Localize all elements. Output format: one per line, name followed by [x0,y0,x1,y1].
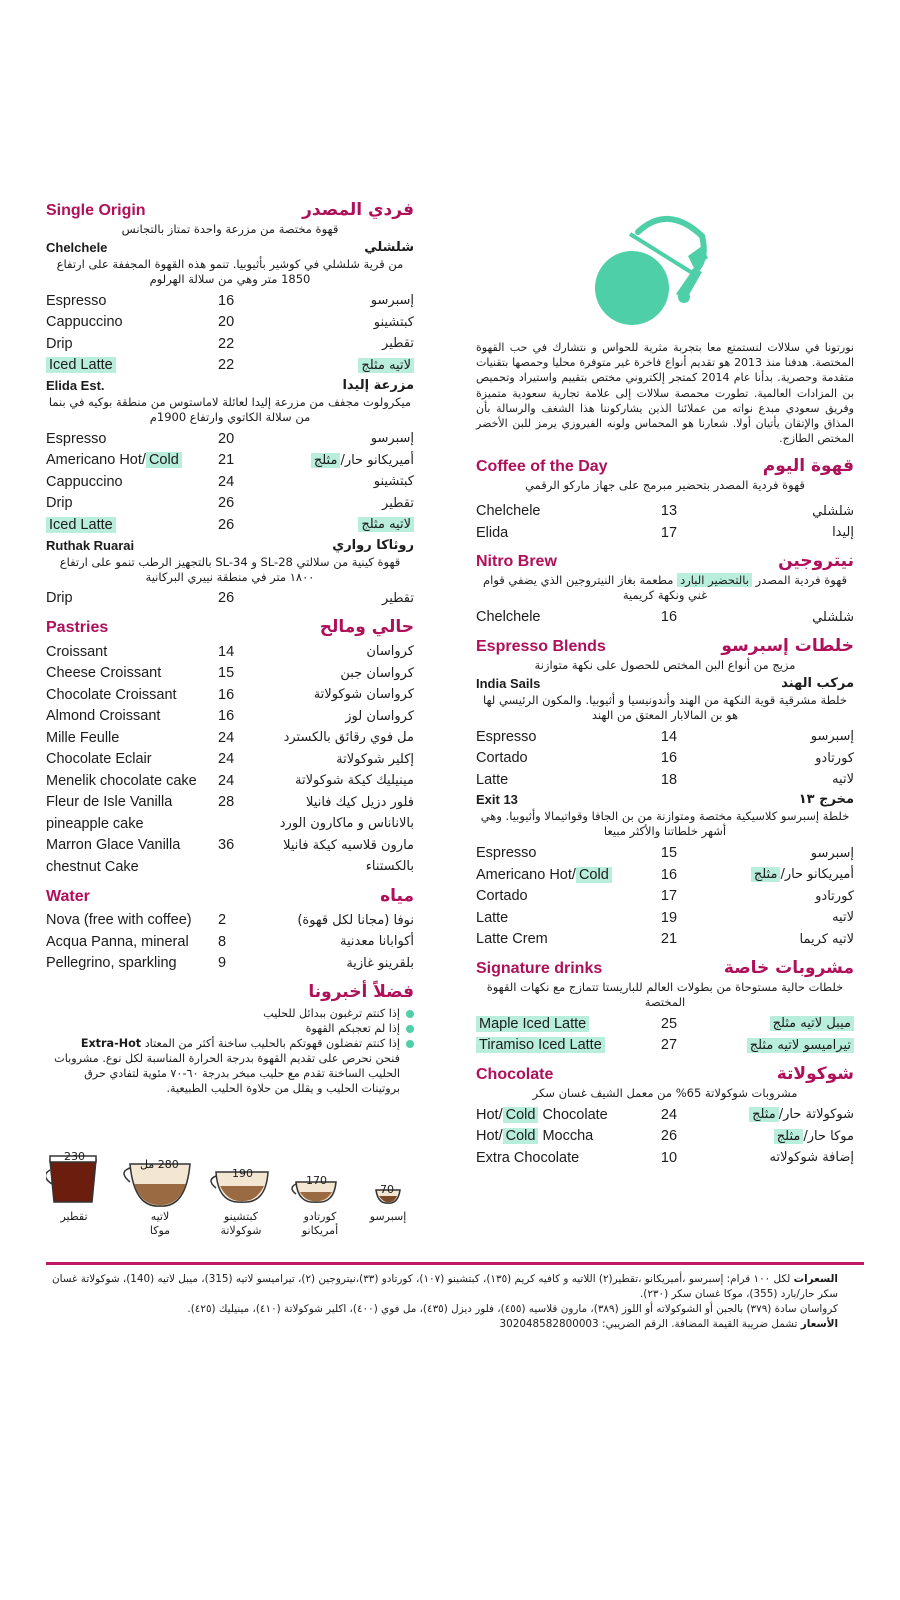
item-name-ar: لاتيه [832,772,854,788]
item-price: 16 [218,686,235,703]
coffee-name-en: India Sails [476,675,541,691]
item-name-ar: إسبرسو [810,729,854,745]
section-title-en: Pastries [46,619,109,636]
item-name-en: Chocolate Croissant [46,686,177,703]
menu-item [46,684,414,706]
section-title-ar: فضلاً أخبرونا [308,982,414,1002]
tip-item [46,1036,414,1051]
cup-caption [210,1210,272,1238]
section-title-ar: مشروبات خاصة [723,957,854,978]
item-price: 18 [660,771,678,788]
desc-part: مطعمة بغاز النيتروجين الذي يضفي قوام غني ونكهة كريمية [483,573,708,603]
calories-line [46,1272,838,1302]
item-name-en: Cortado [476,888,528,905]
single-origin-header [46,200,414,220]
menu-item [46,312,414,334]
item-name-en: Americano Hot/ [46,452,146,469]
item-price: 22 [218,357,235,374]
item-name-ar: كرواسان لوز [345,708,414,724]
nitro-header [476,551,854,571]
item-name-ar: لاتيه مثلج [358,517,414,532]
item-price: 26 [218,516,235,533]
prices-label: الأسعار [800,1318,838,1330]
item-price: 15 [660,845,678,862]
item-name-en-highlight: Cold [503,1107,539,1123]
item-price: 26 [660,1128,678,1145]
item-price: 9 [218,955,227,972]
item-name-ar: لاتيه كريما [799,931,854,947]
menu-item [476,606,854,628]
item-price: 21 [660,931,678,948]
tip-text: إذا كنتم تفضلون قهوتكم بالحليب ساخنة أكثر من المعتاد [144,1037,400,1050]
item-name-ar: شوكولاتة حار/ [778,1107,854,1123]
item-price: 24 [218,751,235,768]
section-description: مشروبات شوكولاتة 65% من معمل الشيف غسان سكر [532,1085,798,1100]
about-paragraph: نورتونا في سلالات لنستمتع معا بتجربة مثرية للحواس و نتشارك في حب القهوة المختصة. هدفنا منذ 2013 هو تقديم أنواع فاخرة غير متوفرة محليا وحمصها بتقنيات متقدمة وحصرية. بدأنا عام 2014 كمتجر إلكتروني مختص بتقييم واستيراد وتحميص بن المزادات العالمية. تطورت محمصة سلالات إلى علامة تجارية سعودية متميزة وفريق سعودي مبدع نواته من عملائنا الذين يشاركوننا هذا الشغف والرسالة بأن المذاق والإتقان يأتيان أولا. شعارنا هو المحماس ولونه الفيروزي يرمز للبن الأخضر المختص الطازج. [476,341,854,446]
menu-item [46,450,414,472]
item-price: 16 [660,750,678,767]
menu-item [46,856,414,878]
item-name-ar: تقطير [382,495,414,511]
menu-item [476,907,854,929]
coffee-of-day-header [476,456,854,476]
item-price: 27 [660,1037,678,1054]
cup-caption-line: أمريكانو [301,1224,339,1237]
section-title-en: Espresso Blends [476,637,606,655]
item-price: 2 [218,912,227,929]
section-description: خلطات حالية مستوحاة من بطولات العالم للباريستا تتمازج مع نكهات القهوة المختصة [486,979,844,1009]
item-name-en: chestnut Cake [46,858,139,875]
item-price: 8 [218,933,227,950]
pastry-calories-line: كرواسان سادة (٣٧٩) بالجبن أو الشوكولاته أو اللوز (٣٨٩)، مارون قلاسيه (٤٥٥)، فلور ديزل (٤٣٥)، مل فوي (٤٠٠)، اكلير شوكولاتة (٤١٠)، مينيليك (٤٢٥). [187,1303,838,1315]
section-description: مزيج من أنواع البن المختص للحصول على نكهة متوازنة [534,657,796,672]
coffee-name-en: Ruthak Ruarai [46,537,135,553]
item-name-ar: تقطير [382,336,414,352]
item-name-en: Chelchele [476,609,541,626]
item-name-ar: شلشلي [812,609,854,625]
item-price: 20 [218,430,235,447]
item-name-en: Hot/ [476,1106,503,1123]
coffee-name-ar: مركب الهند [781,675,854,691]
item-name-en: Espresso [46,292,107,309]
cup-caption-line: شوكولاتة [220,1224,262,1237]
left-column [46,200,414,1096]
menu-item [476,522,854,544]
menu-item [46,493,414,515]
item-price: 25 [660,1015,678,1032]
section-title-ar: حالي ومالح [319,617,414,637]
chelchele-header [46,240,414,255]
item-price: 15 [218,665,235,682]
item-name-en: Iced Latte [46,357,116,373]
menu-item [46,355,414,377]
item-name-ar: تيراميسو لاتيه مثلج [747,1038,854,1053]
menu-item [476,864,854,886]
cup-caption-line: إسبرسو [369,1210,407,1223]
india-sails-header [476,676,854,691]
item-name-en: Chocolate Eclair [46,751,152,768]
coffee-name-en: Chelchele [46,240,108,255]
item-name-en-tail: Moccha [538,1128,594,1145]
menu-item [46,663,414,685]
item-name-ar: إليدا [832,525,854,541]
menu-item [46,588,414,610]
section-title-ar: خلطات إسبرسو [721,635,854,656]
item-price: 26 [218,495,235,512]
menu-item [476,500,854,522]
menu-item [46,953,414,975]
item-price: 17 [660,888,678,905]
item-name-en: Iced Latte [46,517,116,533]
item-name-en-tail: Chocolate [538,1106,608,1123]
coffee-description: قهوة كينية من سلالتي SL-28 و SL-34 بالتجهيز الرطب تنمو على ارتفاع ١٨٠٠ متر في منطقة نييري البركانية [59,554,401,584]
item-name-en-highlight: Cold [576,867,612,883]
item-price: 19 [660,909,678,926]
menu-item [46,835,414,857]
cup-volume: 280 [157,1158,179,1171]
cup-caption [288,1210,352,1238]
item-price: 14 [660,728,678,745]
item-name-en: Latte [476,771,509,788]
menu-item [46,428,414,450]
signature-drinks-header [476,958,854,978]
menu-item [46,514,414,536]
menu-item [476,726,854,748]
menu-item [476,842,854,864]
cup-caption [360,1210,416,1224]
espresso-blends-header [476,636,854,656]
item-name-ar: فلور دزيل كيك فانيلا [306,794,414,810]
cup-volume: 190 [232,1167,253,1180]
item-name-en: Hot/ [476,1128,503,1145]
menu-item [476,1125,854,1147]
section-title-en: Signature drinks [476,959,603,977]
item-price: 24 [218,772,235,789]
menu-item [476,928,854,950]
cup-volume: 170 [306,1174,327,1187]
item-price: 16 [660,609,678,626]
item-name-en-highlight: Cold [146,452,182,468]
item-name-ar: مارون قلاسيه كيكة فانيلا [283,837,414,853]
cup-illustrations [46,1150,416,1216]
footer-divider [46,1262,864,1265]
section-title-en: Coffee of the Day [476,458,608,476]
item-name-ar: كبتشينو [373,314,414,330]
menu-item [476,1013,854,1035]
coffee-name-ar: مزرعة إليدا [342,378,414,393]
item-name-en: Latte [476,909,509,926]
item-price: 17 [660,524,678,541]
item-name-ar: بلقرينو غازية [346,955,414,971]
section-title-en: Water [46,887,90,905]
item-name-en: Chelchele [476,503,541,520]
section-title-en: Single Origin [46,202,146,219]
cup-caption-line: موكا [149,1224,171,1237]
item-name-en: Cheese Croissant [46,665,162,682]
section-title-ar: فردي المصدر [302,200,414,220]
footer-notes [46,1272,838,1332]
section-title-ar: نيتروجين [778,551,854,572]
coffee-name-ar: روثاكا رواري [332,537,414,553]
item-name-en: Mille Feulle [46,729,120,746]
cup-volume-group [140,1158,179,1172]
item-name-en: Cappuccino [46,314,123,331]
coffee-name-en: Elida Est. [46,378,105,393]
item-name-ar: إضافة شوكولاته [769,1150,854,1166]
item-name-en: Drip [46,495,73,512]
item-price: 16 [660,866,678,883]
menu-item [46,910,414,932]
coffee-name-en: Exit 13 [476,792,518,808]
item-price: 13 [660,503,678,520]
item-name-ar: بالكستناء [365,859,414,875]
item-name-ar: إسبرسو [370,293,414,309]
item-price: 24 [218,473,235,490]
pastries-header [46,617,414,637]
item-name-en: Extra Chocolate [476,1149,580,1166]
menu-item [46,727,414,749]
item-name-ar: مينيليك كيكة شوكولاتة [295,773,414,789]
item-name-ar: إسبرسو [810,845,854,861]
item-name-en: Cortado [476,750,528,767]
menu-item [476,1104,854,1126]
item-name-en: Espresso [476,728,537,745]
menu-item [46,290,414,312]
item-price: 14 [218,643,235,660]
section-title-en: Chocolate [476,1065,554,1083]
item-name-en: Elida [476,524,509,541]
item-price: 10 [660,1149,678,1166]
menu-item [476,1034,854,1056]
item-price: 36 [218,837,235,854]
menu-item [46,813,414,835]
menu-item [476,769,854,791]
item-name-ar: موكا حار/ [803,1128,854,1144]
item-name-en: Drip [46,590,73,607]
coffee-description: خلطة إسبرسو كلاسيكية مختصة ومتوازنة من بن الجافا وقواتيمالا وأثيوبيا. وهي أشهر خلطاتنا والأكثر مبيعا [480,809,850,839]
item-price: 24 [660,1106,678,1123]
item-name-en: Pellegrino, sparkling [46,955,177,972]
item-name-ar: أكوابانا معدنية [340,934,414,950]
item-price: 22 [218,335,235,352]
item-name-ar: إسبرسو [370,431,414,447]
item-name-en-highlight: Cold [503,1128,539,1144]
item-name-en: pineapple cake [46,815,144,832]
coffee-name-ar: شلشلي [364,240,414,255]
desc-highlight: بالتحضير البارد [677,573,752,587]
item-name-en: Latte Crem [476,931,548,948]
item-name-en: Menelik chocolate cake [46,772,197,789]
coffee-description: من قرية شلشلي في كوشير بأثيوبيا. تنمو هذه القهوة المجففة على ارتفاع 1850 متر وهي من سلالة الهرلوم [56,257,404,286]
cup-caption-line: لاتيه [150,1210,170,1223]
item-price: 28 [218,794,235,811]
item-name-ar: شلشلي [812,503,854,519]
prices-text: تشمل ضريبة القيمة المضافة. الرقم الضريبي: 302048582800003 [499,1318,801,1330]
cup-volume: 70 [380,1183,394,1196]
exit-13-header [476,792,854,807]
menu-item [46,770,414,792]
tips-header [46,982,414,1002]
item-name-ar-highlight: مثلج [749,1107,779,1122]
item-name-ar: أميريكانو حار/ [340,452,414,468]
coffee-description: ميكرولوت مجفف من مزرعة إليدا لعائلة لاماستوس من منطقة بوكيه في بنما من سلالة الكاتوي وارتفاع 1900م [48,395,412,424]
item-name-ar: مل فوي رقائق بالكسترد [283,730,414,746]
section-title-ar: مياه [380,885,414,906]
cup-caption [46,1210,102,1224]
menu-item [46,641,414,663]
section-title-ar: شوكولاتة [776,1063,854,1084]
menu-item [476,747,854,769]
item-price: 20 [218,314,235,331]
menu-item [476,1147,854,1169]
item-name-ar: تقطير [382,590,414,606]
chocolate-header [476,1064,854,1084]
cup-caption-line: كبتشينو [223,1210,258,1223]
coffee-description: خلطة مشرقية قوية النكهة من الهند وأندونيسيا و أثيوبيا. والمكون الرئيسي لها هو بن المالابار المعتق من الهند [483,692,847,722]
item-name-ar: كورتادو [815,750,854,766]
item-price: 24 [218,729,235,746]
calories-label: السعرات [793,1273,838,1285]
elida-header [46,378,414,393]
item-name-en: Cappuccino [46,473,123,490]
item-price: 16 [218,292,235,309]
item-name-ar: لاتيه [832,910,854,926]
item-price: 26 [218,590,235,607]
ruthak-header [46,538,414,553]
section-title-en: Nitro Brew [476,553,557,571]
item-name-ar: ميبل لاتيه مثلج [770,1016,854,1031]
prices-line [46,1317,838,1332]
menu-item [46,706,414,728]
item-name-en: Fleur de Isle Vanilla [46,794,173,811]
cup-sizes [46,1150,416,1250]
item-name-en: Croissant [46,643,108,660]
item-name-en: Espresso [476,845,537,862]
item-name-en: Maple Iced Latte [476,1016,589,1032]
coffee-name-ar: مخرج ١٣ [798,792,854,808]
menu-item [46,471,414,493]
water-header [46,886,414,906]
item-name-ar-highlight: مثلج [751,867,781,882]
item-name-ar-highlight: مثلج [311,453,341,468]
item-name-en: Acqua Panna, mineral [46,933,189,950]
cup-caption-line: كورتادو [303,1210,337,1223]
item-name-ar: إكلير شوكولاتة [336,751,414,767]
menu-item [46,931,414,953]
desc-part: قهوة فردية المصدر [752,573,847,588]
item-price: 21 [218,452,235,469]
tip-item: إذا كنتم ترغبون ببدائل للحليب [46,1006,414,1021]
cup-caption [130,1210,190,1238]
item-name-ar: أميريكانو حار/ [780,867,854,883]
right-column [476,200,854,1168]
item-name-ar: كرواسان [366,644,414,660]
item-name-en: Marron Glace Vanilla [46,837,181,854]
item-name-en: Americano Hot/ [476,866,576,883]
calories-text: لكل ١٠٠ قرام: إسبرسو ،أميريكانو ،تقطير(٢) اللاتيه و كافيه كريم (١٣٥)، كبتشينو (١٠٧)، كورتادو (٣٣)،نيتروجين (٢)، تيراميسو لاتيه (315)، ميبل لاتيه (140)، شوكولاتة غسان سكر حار/بارد (355)، موكا غسان سكر (٢٣٠). [51,1273,838,1300]
item-name-en: Almond Croissant [46,708,161,725]
item-name-en: Tiramiso Iced Latte [476,1037,605,1053]
item-name-en: Espresso [46,430,107,447]
item-name-ar: كرواسان جبن [340,665,414,681]
item-name-en: Drip [46,335,73,352]
section-description: قهوة مختصة من مزرعة واحدة تمتاز بالتجانس [121,222,339,236]
item-name-ar: بالاناناس و ماكارون الورد [279,816,414,832]
tips-list [46,1006,414,1096]
extra-hot-label: Extra-Hot [80,1037,142,1050]
section-description [476,573,854,603]
item-name-ar: كرواسان شوكولاتة [313,687,414,703]
item-name-ar-highlight: مثلج [774,1129,804,1144]
cup-volume-unit: مل [140,1158,155,1171]
cup-caption-line: تقطير [60,1210,88,1223]
cup-volume: 230 [64,1150,85,1163]
item-price: 16 [218,708,235,725]
tip-note: فنحن نحرص على تقديم القهوة بدرجة الحرارة المناسبة لكل نوع. مشروبات الحليب الساخنة تقدم مع حليب مبخر بدرجة ٦٠-٧٠ مئوية لتفادي حرق بروتينات الحليب و يقلل من حلاوة الحليب الطبيعية. [54,1052,400,1095]
section-title-ar: قهوة اليوم [762,456,854,477]
menu-item [476,885,854,907]
menu-item [46,749,414,771]
item-name-en: Nova (free with coffee) [46,912,192,929]
item-name-ar: كبتشينو [373,474,414,490]
menu-item [46,792,414,814]
section-description: قهوة فردية المصدر بتحضير مبرمج على جهاز ماركو الرقمي [525,478,805,493]
item-name-ar: نوفا (مجانا لكل قهوة) [297,912,414,928]
tip-item: إذا لم تعجبكم القهوة [46,1021,414,1036]
item-name-ar: لاتيه مثلج [358,358,414,373]
menu-item [46,333,414,355]
item-name-ar: كورتادو [815,888,854,904]
